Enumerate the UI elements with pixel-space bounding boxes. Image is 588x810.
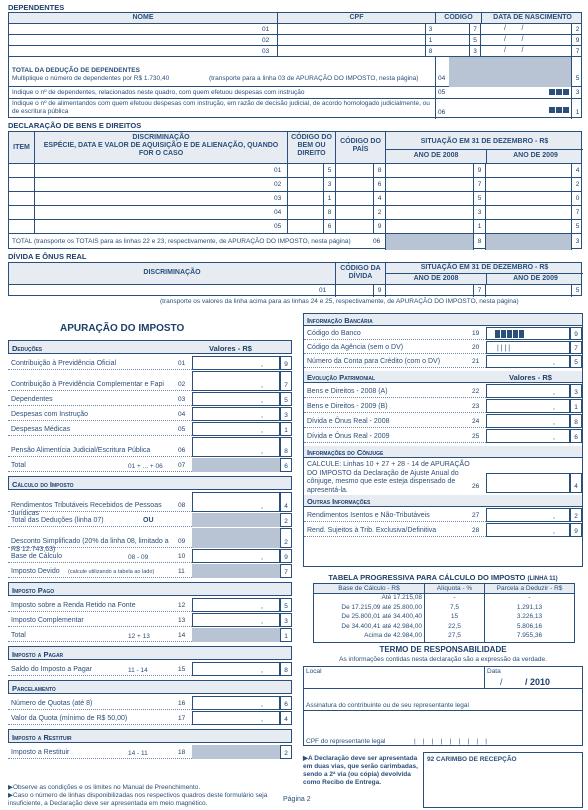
line-label: Código da Agência (sem o DV) bbox=[307, 344, 404, 351]
value-field[interactable]: , bbox=[192, 356, 280, 370]
line-dv: 6 bbox=[280, 458, 292, 472]
ano-2009-dv: 4 bbox=[571, 164, 583, 178]
info-line[interactable] bbox=[304, 508, 582, 522]
base-value: De 25.800,01 até 34.400,40 bbox=[341, 613, 422, 620]
line-dv: 2 bbox=[280, 745, 292, 759]
parcela-value: 1.291,13 bbox=[484, 604, 574, 614]
apuracao-line[interactable] bbox=[8, 662, 292, 676]
row-number: 04 bbox=[274, 209, 282, 216]
total-dependentes-transport: (transporte para a linha 03 de APURAÇÃO DO IMPOSTO, nesta página) bbox=[209, 75, 419, 82]
col-codigo: CÓDIGO bbox=[435, 13, 481, 24]
line-label: Total bbox=[11, 632, 26, 639]
line-number: 28 bbox=[472, 527, 480, 534]
local-label: Local bbox=[306, 668, 322, 675]
conjuge-line[interactable] bbox=[304, 459, 582, 493]
value-field[interactable] bbox=[192, 513, 280, 527]
section-title: Outras Informações bbox=[307, 497, 371, 506]
line-label: Código do Banco bbox=[307, 330, 361, 337]
line-number: 19 bbox=[472, 330, 480, 337]
codigo-pais-dv: 4 bbox=[373, 192, 385, 206]
line-number: 24 bbox=[472, 418, 480, 425]
indique-dependentes-dv: 3 bbox=[571, 87, 583, 99]
divida-panel bbox=[8, 262, 582, 296]
section-title: Deduções bbox=[12, 344, 43, 353]
bem-row[interactable] bbox=[9, 220, 581, 234]
row-number: 01 bbox=[262, 26, 270, 33]
line-formula: 08 - 09 bbox=[128, 554, 149, 561]
line-label: Pensão Alimentícia Judicial/Escritura Pública bbox=[11, 447, 151, 454]
apuracao-line[interactable] bbox=[8, 513, 292, 527]
nasc-dv: 9 bbox=[571, 35, 583, 46]
apuracao-line[interactable] bbox=[8, 696, 292, 710]
bem-row[interactable] bbox=[9, 206, 581, 220]
codigo-bem-dv: 5 bbox=[323, 164, 335, 178]
dependente-row[interactable]: 02 1 5 / / 9 bbox=[9, 35, 581, 46]
codigo-bem-dv: 3 bbox=[323, 178, 335, 192]
page-number: Página 2 bbox=[283, 796, 311, 803]
line-dv: 6 bbox=[280, 696, 292, 710]
col-aliquota: Alíquota - % bbox=[424, 584, 484, 594]
codigo-pais-dv: 2 bbox=[373, 206, 385, 220]
termo-subtitle: As informações contidas nesta declaração são a expressão da verdade. bbox=[339, 656, 547, 663]
base-value: De 17.215,09 até 25.800,00 bbox=[341, 603, 422, 611]
base-value: Até 17.215,08 bbox=[381, 594, 422, 601]
line-label: Dívida e Ônus Real - 2008 bbox=[307, 418, 390, 425]
declaracao-note: ▶A Declaração deve ser apresentada em duas vias, que serão carimbadas, sendo a 2ª via (ou cópia) devolvida como Recibo de Entrega. bbox=[303, 755, 418, 786]
aliquota-value: 15 bbox=[424, 613, 484, 623]
value-field[interactable]: , bbox=[192, 392, 280, 406]
line-number: 10 bbox=[178, 553, 186, 560]
apuracao-line[interactable] bbox=[8, 613, 292, 627]
line-label: Rend. Sujeitos à Trib. Exclusiva/Definitiva bbox=[307, 527, 437, 534]
codigo-dv: 7 bbox=[469, 24, 481, 35]
apuracao-line[interactable] bbox=[8, 564, 292, 578]
nasc-dv: 2 bbox=[571, 24, 583, 35]
parcela-value: 3.226,13 bbox=[484, 613, 574, 623]
value-field[interactable] bbox=[486, 327, 570, 340]
section-title: Imposto a Pagar bbox=[12, 650, 64, 659]
value-field[interactable]: , bbox=[486, 523, 570, 537]
base-value: De 34.400,41 até 42.984,00 bbox=[341, 622, 422, 630]
line-dv: 9 bbox=[570, 523, 582, 537]
note-condicoes: ▶Observe as condições e os limites no Manual de Preenchimento. bbox=[8, 784, 201, 791]
apuracao-line[interactable] bbox=[8, 371, 292, 391]
parcela-value: 5.806,16 bbox=[484, 623, 574, 633]
indique-alimentandos-dv: 1 bbox=[571, 99, 583, 119]
line-dv: 7 bbox=[280, 564, 292, 578]
line-number: 08 bbox=[178, 502, 186, 509]
line-label: Imposto sobre a Renda Retido na Fonte bbox=[11, 602, 136, 609]
line-label: Dependentes bbox=[11, 396, 53, 403]
line-label: Número da Conta para Crédito (com o DV) bbox=[307, 358, 441, 365]
row-number: 03 bbox=[274, 195, 282, 202]
line-label: Dívida e Ônus Real - 2009 bbox=[307, 433, 390, 440]
line-number: 12 bbox=[178, 602, 186, 609]
value-field[interactable]: , bbox=[192, 407, 280, 421]
value-field[interactable]: , bbox=[192, 437, 280, 457]
bens-total-2008[interactable] bbox=[385, 234, 473, 250]
col-ano-2008: ANO DE 2008 bbox=[413, 152, 459, 159]
line-dv: 6 bbox=[570, 429, 582, 443]
base-value: Acima de 42.984,00 bbox=[364, 632, 422, 639]
apuracao-line[interactable] bbox=[8, 528, 292, 553]
info-line[interactable] bbox=[304, 399, 582, 413]
cpf-dv: 1 bbox=[425, 35, 435, 46]
value-field[interactable]: , bbox=[192, 711, 280, 725]
row-number: 01 bbox=[274, 167, 282, 174]
line-number: 27 bbox=[472, 512, 480, 519]
line-dv: 5 bbox=[280, 598, 292, 612]
codigo-pais-dv: 8 bbox=[373, 164, 385, 178]
section-title: Cálculo do Imposto bbox=[12, 480, 74, 489]
line-number: 07 bbox=[178, 462, 186, 469]
value-field[interactable]: | | | | bbox=[486, 341, 570, 354]
tabela-row bbox=[314, 604, 574, 614]
line-label: Bens e Direitos - 2009 (B) bbox=[307, 403, 388, 410]
tabela-row bbox=[314, 632, 574, 642]
line-number: 03 bbox=[178, 396, 186, 403]
value-field[interactable]: , bbox=[192, 598, 280, 612]
apuracao-line[interactable] bbox=[8, 422, 292, 436]
cpf-dv: 3 bbox=[425, 24, 435, 35]
line-number: 20 bbox=[472, 344, 480, 351]
line-dv: 4 bbox=[570, 473, 582, 493]
line-number: 06 bbox=[178, 447, 186, 454]
col-ano-2008: ANO DE 2008 bbox=[413, 275, 459, 282]
apuracao-line[interactable] bbox=[8, 407, 292, 421]
line-label: Imposto a Restituir bbox=[11, 749, 70, 756]
data-label: Data bbox=[487, 668, 501, 675]
line-dv: 8 bbox=[280, 437, 292, 457]
line-formula: (calcule utilizando a tabela ao lado) bbox=[68, 569, 155, 575]
line-label: Valor da Quota (mínimo de R$ 50,00) bbox=[11, 715, 128, 722]
row-number: 03 bbox=[262, 48, 270, 55]
codigo-dv: 9 bbox=[373, 285, 385, 297]
line-dv: 8 bbox=[570, 414, 582, 428]
col-ano-2009: ANO DE 2009 bbox=[486, 150, 584, 164]
cpf-representante-label: CPF do representante legal bbox=[306, 738, 386, 745]
ano-2009-dv: 5 bbox=[571, 285, 583, 297]
line-formula: 11 - 14 bbox=[128, 667, 148, 674]
tabela-row bbox=[314, 594, 574, 604]
line-number: 09 bbox=[178, 538, 186, 545]
divida-transport: (transporte os valores da linha acima para as linhas 24 e 25, respectivamente, de APURAÇÃO DO IMPOSTO, nesta página) bbox=[160, 298, 519, 305]
col-codigo-pais: CÓDIGO DO PAÍS bbox=[335, 132, 385, 164]
bens-total-number: 06 bbox=[373, 238, 381, 245]
codigo-bem-dv: 8 bbox=[323, 206, 335, 220]
line-dv: 3 bbox=[570, 384, 582, 398]
ano-2008-dv: 5 bbox=[473, 192, 485, 206]
assinatura-label: Assinatura do contribuinte ou de seu representante legal bbox=[306, 702, 469, 709]
line-label: Desconto Simplificado (20% da linha 08, limitado a R$ 12.743,63) bbox=[11, 538, 169, 553]
line-label: Rendimentos Tributáveis Recebidos de Pessoas Jurídicas bbox=[11, 502, 162, 517]
line-label: Imposto Devido bbox=[11, 568, 60, 575]
indique-alimentandos-number: 06 bbox=[435, 99, 449, 119]
apuracao-line[interactable] bbox=[8, 437, 292, 457]
line-dv: 7 bbox=[280, 371, 292, 391]
section-title: Imposto Pago bbox=[12, 586, 55, 595]
value-field[interactable]: , bbox=[192, 371, 280, 391]
tabela-progressiva bbox=[313, 583, 575, 643]
tabela-title: TABELA PROGRESSIVA PARA CÁLCULO DO IMPOSTO (LINHA 11) bbox=[328, 573, 558, 582]
divida-title: DÍVIDA E ÔNUS REAL bbox=[8, 252, 87, 261]
line-dv: 9 bbox=[280, 356, 292, 370]
line-number: 26 bbox=[472, 483, 480, 490]
line-label: Contribuição à Previdência Complementar e Fapi bbox=[11, 381, 164, 388]
codigo-dv: 3 bbox=[469, 46, 481, 57]
indique-dependentes-number: 05 bbox=[435, 87, 449, 99]
ano-2008-dv: 7 bbox=[473, 285, 485, 297]
line-number: 25 bbox=[472, 433, 480, 440]
line-label: Contribuição à Previdência Oficial bbox=[11, 360, 117, 367]
total-dependentes-instr: Multiplique o número de dependentes por R$ 1.730,40 bbox=[12, 75, 170, 82]
line-dv: 8 bbox=[280, 662, 292, 676]
dependentes-panel bbox=[8, 12, 582, 118]
aliquota-value: 22,5 bbox=[424, 623, 484, 633]
line-label: Total bbox=[11, 462, 26, 469]
line-label: Imposto Complementar bbox=[11, 617, 84, 624]
codigo-bem-dv: 1 bbox=[323, 192, 335, 206]
value-field[interactable]: , bbox=[486, 399, 570, 413]
line-number: 18 bbox=[178, 749, 186, 756]
section-title: Imposto a Restituir bbox=[12, 733, 72, 742]
col-situacao: SITUAÇÃO EM 31 DE DEZEMBRO - R$ bbox=[386, 263, 583, 274]
section-title: Informação Bancária bbox=[307, 316, 373, 325]
line-number: 22 bbox=[472, 388, 480, 395]
carimbo-label: 92 CARIMBO DE RECEPÇÃO bbox=[427, 756, 517, 763]
row-number: 05 bbox=[274, 223, 282, 230]
line-dv: 3 bbox=[280, 613, 292, 627]
cpf-dv: 8 bbox=[425, 46, 435, 57]
parcela-value: - bbox=[484, 594, 574, 604]
line-dv: 1 bbox=[280, 422, 292, 436]
nasc-dv: 7 bbox=[571, 46, 583, 57]
line-dv: 5 bbox=[280, 392, 292, 406]
line-label: Despesas Médicas bbox=[11, 426, 71, 433]
col-codigo-divida: CÓDIGO DA DÍVIDA bbox=[335, 263, 385, 285]
line-number: 11 bbox=[178, 568, 185, 575]
codigo-dv: 5 bbox=[469, 35, 481, 46]
codigo-bem-dv: 6 bbox=[323, 220, 335, 234]
bens-total-label: TOTAL (transporte os TOTAIS para as linhas 22 e 23, respectivamente, de APURAÇÃO DO IMPOSTO, nesta página) bbox=[12, 238, 351, 245]
col-cpf: CPF bbox=[277, 13, 435, 24]
codigo-pais-dv: 9 bbox=[373, 220, 385, 234]
total-dependentes-field[interactable] bbox=[449, 57, 571, 87]
total-dv: 5 bbox=[571, 57, 583, 87]
line-dv: 4 bbox=[280, 492, 292, 512]
bem-row[interactable] bbox=[9, 178, 581, 192]
line-dv: 9 bbox=[570, 327, 582, 340]
ano-2008-dv: 9 bbox=[473, 164, 485, 178]
line-label: Despesas com Instrução bbox=[11, 411, 89, 418]
line-formula: 12 + 13 bbox=[128, 633, 150, 640]
line-label: Saldo do Imposto a Pagar bbox=[11, 666, 92, 673]
line-dv: 3 bbox=[280, 407, 292, 421]
bem-row[interactable] bbox=[9, 192, 581, 206]
ano-2008-dv: 7 bbox=[473, 178, 485, 192]
line-number: 21 bbox=[472, 358, 480, 365]
value-field[interactable]: , bbox=[192, 696, 280, 710]
value-field[interactable]: , bbox=[192, 422, 280, 436]
ano-2009-dv: 7 bbox=[571, 206, 583, 220]
bens-panel bbox=[8, 131, 582, 249]
apuracao-panel bbox=[8, 340, 292, 780]
apuracao-title: APURAÇÃO DO IMPOSTO bbox=[60, 323, 185, 334]
value-field[interactable] bbox=[192, 628, 280, 642]
indique-dependentes-label: Indique o nº de dependentes, relacionados neste quadro, com quem efetuou despesas com instrução bbox=[12, 89, 305, 96]
data-year: / 2010 bbox=[525, 677, 551, 687]
ano-2009-dv: 0 bbox=[571, 192, 583, 206]
info-line[interactable] bbox=[304, 523, 582, 537]
line-number: 13 bbox=[178, 617, 186, 624]
assinatura-field[interactable] bbox=[304, 711, 584, 735]
line-label: Base de Cálculo bbox=[11, 553, 62, 560]
col-parcela: Parcela a Deduzir - R$ bbox=[484, 584, 574, 594]
value-field[interactable]: , bbox=[486, 355, 570, 368]
col-discriminacao: DISCRIMINAÇÃO bbox=[143, 269, 201, 276]
aliquota-value: 7,5 bbox=[424, 604, 484, 614]
tabela-row bbox=[314, 613, 574, 623]
value-field[interactable] bbox=[192, 745, 280, 759]
col-situacao: SITUAÇÃO EM 31 DE DEZEMBRO - R$ bbox=[386, 138, 583, 150]
codigo-pais-dv: 6 bbox=[373, 178, 385, 192]
col-codigo-bem: CÓDIGO DO BEM OU DIREITO bbox=[287, 132, 335, 164]
total-dependentes-label: TOTAL DA DEDUÇÃO DE DEPENDENTES bbox=[12, 67, 140, 74]
value-field[interactable] bbox=[486, 473, 570, 493]
line-dv: 2 bbox=[570, 508, 582, 522]
apuracao-line[interactable] bbox=[8, 392, 292, 406]
line-dv: 2 bbox=[280, 528, 292, 548]
line-number: 02 bbox=[178, 381, 186, 388]
line-number: 23 bbox=[472, 403, 480, 410]
value-field[interactable]: , bbox=[486, 508, 570, 522]
section-title: Parcelamento bbox=[12, 684, 56, 693]
valores-label: Valores - R$ bbox=[509, 373, 552, 382]
line-label: Bens e Direitos - 2008 (A) bbox=[307, 388, 388, 395]
dependente-row[interactable]: 01 3 7 / / 2 bbox=[9, 24, 581, 35]
line-label: Número de Quotas (até 8) bbox=[11, 700, 93, 707]
col-ano-2009: ANO DE 2009 bbox=[486, 274, 584, 285]
line-dv: 2 bbox=[280, 513, 292, 527]
line-label: Total das Deduções (linha 07) bbox=[11, 517, 104, 524]
valores-label: Valores - R$ bbox=[209, 344, 252, 353]
apuracao-line[interactable] bbox=[8, 628, 292, 642]
apuracao-line[interactable] bbox=[8, 549, 292, 563]
ano-2008-dv: 1 bbox=[473, 220, 485, 234]
info-line[interactable] bbox=[304, 327, 582, 340]
tabela-row bbox=[314, 623, 574, 633]
ano-2009-dv: 5 bbox=[571, 220, 583, 234]
ou-label: OU bbox=[143, 517, 154, 524]
col-base: Base de Cálculo - R$ bbox=[338, 585, 400, 592]
apuracao-line[interactable] bbox=[8, 598, 292, 612]
col-item: ITEM bbox=[13, 144, 30, 151]
parcela-value: 7.955,36 bbox=[484, 632, 574, 642]
line-number: 01 bbox=[178, 360, 186, 367]
value-field[interactable]: , bbox=[192, 492, 280, 512]
line-dv: 5 bbox=[570, 355, 582, 368]
right-panel bbox=[303, 313, 583, 567]
apuracao-line[interactable] bbox=[8, 711, 292, 725]
apuracao-line[interactable] bbox=[8, 745, 292, 759]
value-field[interactable]: , bbox=[192, 613, 280, 627]
aliquota-value: 27,5 bbox=[424, 632, 484, 642]
aliquota-value: - bbox=[424, 594, 484, 604]
row-number: 02 bbox=[274, 181, 282, 188]
bem-row[interactable] bbox=[9, 164, 581, 178]
value-field[interactable] bbox=[192, 528, 280, 548]
ano-2008-dv: 3 bbox=[473, 206, 485, 220]
conjuge-text: CALCULE: Linhas 10 + 27 + 28 - 14 de APURAÇÃO DO IMPOSTO da Declaração de Ajuste Anual do cônjuge, mesmo que este esteja dispensado de apresentá-la. bbox=[307, 461, 470, 494]
col-nascimento: DATA DE NASCIMENTO bbox=[481, 13, 583, 24]
col-discriminacao: DISCRIMINAÇÃO ESPÉCIE, DATA E VALOR DE AQUISIÇÃO E DE ALIENAÇÃO, QUANDO FOR O CASO bbox=[34, 132, 287, 164]
ano-2009-dv: 2 bbox=[571, 178, 583, 192]
bens-title: DECLARAÇÃO DE BENS E DIREITOS bbox=[8, 121, 142, 130]
section-title: Informações do Cônjuge bbox=[307, 448, 384, 457]
col-nome: NOME bbox=[132, 14, 154, 21]
row-number: 02 bbox=[262, 37, 270, 44]
line-number: 05 bbox=[178, 426, 186, 433]
value-field[interactable]: , bbox=[486, 414, 570, 428]
bens-total-2008-dv: 8 bbox=[473, 234, 485, 250]
section-title: Evolução Patrimonial bbox=[307, 373, 376, 382]
dependentes-title: DEPENDENTES bbox=[8, 3, 65, 12]
apuracao-line[interactable] bbox=[8, 356, 292, 370]
value-field[interactable] bbox=[192, 564, 280, 578]
info-line[interactable] bbox=[304, 384, 582, 398]
bens-total-2009[interactable] bbox=[485, 234, 571, 250]
row-number: 01 bbox=[319, 287, 327, 294]
dependente-row[interactable]: 03 8 3 / / 7 bbox=[9, 46, 581, 57]
bens-total-2009-dv: 3 bbox=[571, 234, 583, 250]
value-field[interactable]: , bbox=[192, 662, 280, 676]
termo-title: TERMO DE RESPONSABILIDADE bbox=[379, 645, 507, 654]
carimbo-box bbox=[423, 752, 583, 808]
line-number: 15 bbox=[178, 666, 186, 673]
line-dv: 9 bbox=[280, 549, 292, 563]
line-dv: 1 bbox=[280, 628, 292, 642]
line-number: 17 bbox=[178, 715, 186, 722]
info-line[interactable] bbox=[304, 355, 582, 368]
info-line[interactable] bbox=[304, 341, 582, 354]
value-field[interactable]: , bbox=[192, 549, 280, 563]
line-formula: 14 - 11 bbox=[128, 750, 148, 757]
line-dv: 1 bbox=[570, 399, 582, 413]
note-linhas: ▶Caso o número de linhas disponibilizadas nos respectivos quadros deste formulário seja insuficiente, a Declaração deve ser apresentada em meio magnético. bbox=[8, 792, 268, 807]
info-line[interactable] bbox=[304, 414, 582, 428]
line-number: 04 bbox=[178, 411, 186, 418]
termo-panel: Local Data / 2010 / Assinatura do contribuinte ou de seu representante legal CPF do representante legal | | | | | | | | | bbox=[303, 666, 583, 746]
line-number: 16 bbox=[178, 700, 186, 707]
info-line[interactable] bbox=[304, 429, 582, 443]
line-number: 14 bbox=[178, 632, 186, 639]
divida-row[interactable] bbox=[9, 285, 581, 297]
apuracao-line[interactable] bbox=[8, 458, 292, 472]
line-label: Rendimentos Isentos e Não-Tributáveis bbox=[307, 512, 430, 519]
value-field[interactable] bbox=[192, 458, 280, 472]
total-number: 04 bbox=[435, 57, 449, 87]
value-field[interactable]: , bbox=[486, 384, 570, 398]
line-formula: 01 + ... + 06 bbox=[128, 463, 163, 470]
apuracao-line[interactable] bbox=[8, 492, 292, 517]
line-dv: 4 bbox=[280, 711, 292, 725]
value-field[interactable]: , bbox=[486, 429, 570, 443]
line-dv: 7 bbox=[570, 341, 582, 354]
indique-alimentandos-label: Indique o nº de alimentandos com quem efetuou despesas com instrução, em razão de decisão judicial, de acordo homologado judicialmente, ou de escritura pública bbox=[12, 100, 430, 115]
